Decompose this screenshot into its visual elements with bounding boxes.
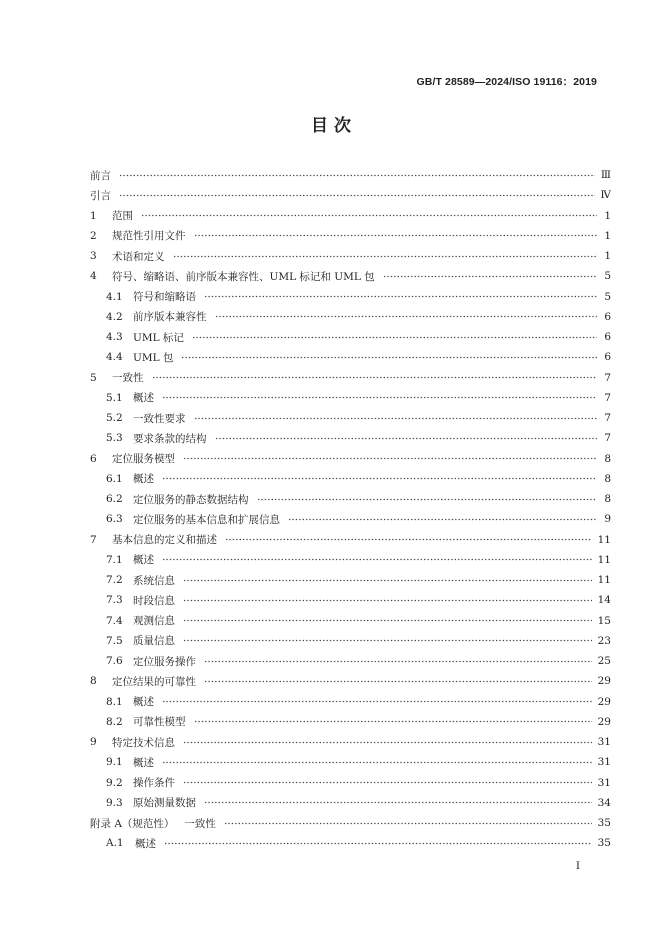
toc-entry-title: 一致性: [112, 372, 144, 385]
toc-entry[interactable]: [90, 266, 611, 286]
dot-leader: [204, 660, 592, 663]
toc-entry-number: 7.1: [106, 553, 123, 566]
toc-entry-number: 3: [90, 250, 97, 263]
dot-leader: [162, 477, 597, 480]
toc-entry[interactable]: [90, 428, 611, 448]
toc-entry-title: 一致性: [184, 817, 216, 830]
toc-entry-page: 7: [604, 391, 611, 404]
toc-entry-number: 7.2: [106, 574, 123, 587]
toc-entry-title: 定位服务的静态数据结构: [133, 493, 249, 506]
toc-entry-number: 9: [90, 736, 97, 749]
dot-leader: [383, 275, 597, 278]
toc-entry[interactable]: [90, 327, 611, 347]
toc-entry-title: 符号、缩略语、前序版本兼容性、UML 标记和 UML 包: [112, 270, 375, 283]
page-title: 目 次: [311, 116, 351, 136]
toc-entry-number: 1: [90, 209, 97, 222]
dot-leader: [141, 214, 597, 217]
toc-entry-number: 4.4: [106, 351, 123, 364]
toc-entry-page: 14: [597, 594, 611, 607]
toc-entry-page: 5: [604, 290, 611, 303]
toc-entry[interactable]: [90, 206, 611, 226]
toc-entry-title: 概述: [135, 837, 156, 850]
toc-entry-page: 34: [597, 796, 611, 809]
dot-leader: [192, 336, 597, 339]
toc-entry-title: UML 包: [133, 351, 174, 364]
toc-entry-title: 概述: [133, 554, 154, 567]
toc-entry-page: 8: [604, 493, 611, 506]
dot-leader: [181, 356, 597, 359]
toc-entry-number: 6.1: [106, 472, 123, 485]
dot-leader: [183, 639, 592, 642]
dot-leader: [183, 619, 592, 622]
toc-entry-title: 特定技术信息: [112, 736, 175, 749]
toc-entry-title: 前言: [90, 169, 111, 182]
toc-entry-page: 7: [604, 412, 611, 425]
dot-leader: [183, 457, 597, 460]
dot-leader: [215, 315, 598, 318]
toc-entry-page: 29: [597, 695, 611, 708]
toc-entry-page: Ⅳ: [600, 189, 611, 202]
toc-entry-page: Ⅲ: [600, 169, 611, 182]
toc-entry[interactable]: [90, 509, 611, 529]
dot-leader: [119, 194, 595, 197]
standard-number: GB/T 28589—2024/ISO 19116：2019: [416, 76, 597, 88]
dot-leader: [162, 396, 597, 399]
dot-leader: [152, 376, 598, 379]
toc-entry-number: 9.3: [106, 796, 123, 809]
toc-entry-title: 概述: [133, 696, 154, 709]
toc-entry[interactable]: [90, 368, 611, 388]
toc-entry-page: 25: [597, 655, 611, 668]
toc-entry-title: 定位结果的可靠性: [112, 675, 196, 688]
toc-entry-title: 符号和缩略语: [133, 291, 196, 304]
toc-entry-number: 7.3: [106, 594, 123, 607]
toc-entry-title: 定位服务模型: [112, 453, 175, 466]
dot-leader: [224, 822, 592, 825]
toc-entry-page: 29: [597, 675, 611, 688]
toc-entry-number: 5.2: [106, 412, 123, 425]
toc-entry[interactable]: [90, 611, 611, 631]
page-number: Ⅰ: [575, 860, 580, 872]
toc-entry-title: 术语和定义: [112, 250, 165, 263]
toc-entry[interactable]: [90, 469, 611, 489]
toc-entry-page: 31: [597, 776, 611, 789]
dot-leader: [288, 518, 597, 521]
toc-entry-page: 35: [597, 837, 611, 850]
toc-entry-number: 2: [90, 229, 97, 242]
toc-entry-title: 可靠性模型: [133, 716, 186, 729]
toc-entry-page: 23: [597, 634, 611, 647]
dot-leader: [183, 741, 592, 744]
dot-leader: [183, 579, 592, 582]
toc-entry[interactable]: [90, 449, 611, 469]
toc-entry[interactable]: [90, 631, 611, 651]
toc-entry-page: 5: [604, 270, 611, 283]
dot-leader: [194, 234, 598, 237]
toc-entry-number: 6: [90, 452, 97, 465]
toc-entry[interactable]: [90, 570, 611, 590]
toc-entry-title: 系统信息: [133, 574, 175, 587]
toc-entry-number: 4.1: [106, 290, 123, 303]
dot-leader: [183, 599, 592, 602]
toc-entry-number: 附录 A（规范性）: [90, 817, 175, 830]
toc-entry[interactable]: [90, 165, 611, 185]
toc-entry-title: 概述: [133, 473, 154, 486]
toc-entry-number: 9.2: [106, 776, 123, 789]
dot-leader: [183, 781, 592, 784]
toc-entry[interactable]: [90, 813, 611, 833]
toc-entry[interactable]: [90, 287, 611, 307]
toc-entry-page: 7: [604, 371, 611, 384]
toc-entry-page: 11: [597, 553, 611, 566]
toc-entry-title: 前序版本兼容性: [133, 311, 207, 324]
toc-entry-page: 1: [604, 250, 611, 263]
toc-entry-page: 15: [597, 614, 611, 627]
table-of-contents: [90, 165, 611, 854]
toc-entry-title: 概述: [133, 392, 154, 405]
dot-leader: [173, 255, 598, 258]
toc-entry-title: 范围: [112, 210, 133, 223]
toc-entry-page: 8: [604, 472, 611, 485]
dot-leader: [119, 174, 595, 177]
toc-entry-page: 9: [604, 513, 611, 526]
toc-entry-number: 4.2: [106, 310, 123, 323]
toc-entry-number: 7: [90, 533, 97, 546]
toc-entry-page: 1: [604, 209, 611, 222]
toc-entry[interactable]: [90, 550, 611, 570]
toc-entry-number: 6.2: [106, 493, 123, 506]
toc-entry-title: 概述: [133, 756, 154, 769]
toc-entry[interactable]: [90, 489, 611, 509]
toc-entry[interactable]: [90, 671, 611, 691]
toc-entry[interactable]: [90, 692, 611, 712]
dot-leader: [162, 761, 592, 764]
toc-entry-page: 29: [597, 715, 611, 728]
dot-leader: [257, 498, 598, 501]
dot-leader: [204, 295, 597, 298]
toc-entry-page: 31: [597, 736, 611, 749]
toc-entry[interactable]: [90, 590, 611, 610]
toc-entry-title: 原始测量数据: [133, 797, 196, 810]
toc-entry[interactable]: [90, 732, 611, 752]
toc-entry-number: 9.1: [106, 756, 123, 769]
toc-entry-title: 观测信息: [133, 615, 175, 628]
toc-entry-number: 7.5: [106, 634, 123, 647]
toc-entry-title: 要求条款的结构: [133, 432, 207, 445]
toc-entry-title: 基本信息的定义和描述: [112, 534, 217, 547]
dot-leader: [194, 417, 598, 420]
dot-leader: [162, 700, 592, 703]
toc-entry[interactable]: [90, 347, 611, 367]
toc-entry[interactable]: [90, 246, 611, 266]
toc-entry-number: 8: [90, 675, 97, 688]
toc-entry-number: 8.2: [106, 715, 123, 728]
toc-entry-number: 4.3: [106, 331, 123, 344]
toc-entry[interactable]: [90, 752, 611, 772]
toc-entry[interactable]: [90, 226, 611, 246]
toc-entry-page: 8: [604, 452, 611, 465]
toc-entry-page: 6: [604, 310, 611, 323]
toc-entry[interactable]: [90, 408, 611, 428]
toc-entry[interactable]: [90, 530, 611, 550]
dot-leader: [204, 680, 592, 683]
toc-entry[interactable]: [90, 833, 611, 853]
toc-entry[interactable]: [90, 307, 611, 327]
toc-entry-page: 11: [597, 533, 611, 546]
toc-entry-number: 7.4: [106, 614, 123, 627]
toc-entry-number: 7.6: [106, 655, 123, 668]
dot-leader: [194, 720, 592, 723]
toc-entry[interactable]: [90, 712, 611, 732]
toc-entry-number: 8.1: [106, 695, 123, 708]
toc-entry-title: 引言: [90, 189, 111, 202]
toc-entry-page: 35: [597, 817, 611, 830]
toc-entry-number: 5.1: [106, 391, 123, 404]
toc-entry-number: 4: [90, 270, 97, 283]
toc-entry-number: A.1: [106, 837, 124, 850]
toc-entry[interactable]: [90, 793, 611, 813]
toc-entry[interactable]: [90, 651, 611, 671]
toc-entry-page: 11: [597, 574, 611, 587]
toc-entry-page: 1: [604, 229, 611, 242]
toc-entry[interactable]: [90, 185, 611, 205]
dot-leader: [215, 437, 598, 440]
toc-entry-title: 一致性要求: [133, 412, 186, 425]
toc-entry-page: 7: [604, 432, 611, 445]
toc-entry[interactable]: [90, 388, 611, 408]
toc-entry-title: 质量信息: [133, 635, 175, 648]
toc-entry-title: 时段信息: [133, 594, 175, 607]
toc-entry-number: 6.3: [106, 513, 123, 526]
toc-entry-title: 定位服务的基本信息和扩展信息: [133, 513, 280, 526]
toc-entry-page: 6: [604, 351, 611, 364]
toc-entry-title: 定位服务操作: [133, 655, 196, 668]
toc-entry-number: 5: [90, 371, 97, 384]
toc-entry-page: 31: [597, 756, 611, 769]
toc-entry[interactable]: [90, 773, 611, 793]
toc-entry-number: 5.3: [106, 432, 123, 445]
dot-leader: [204, 801, 592, 804]
toc-entry-title: 规范性引用文件: [112, 230, 186, 243]
toc-entry-title: 操作条件: [133, 777, 175, 790]
dot-leader: [225, 538, 592, 541]
toc-entry-page: 6: [604, 331, 611, 344]
toc-entry-title: UML 标记: [133, 331, 184, 344]
dot-leader: [162, 558, 592, 561]
dot-leader: [164, 842, 592, 845]
